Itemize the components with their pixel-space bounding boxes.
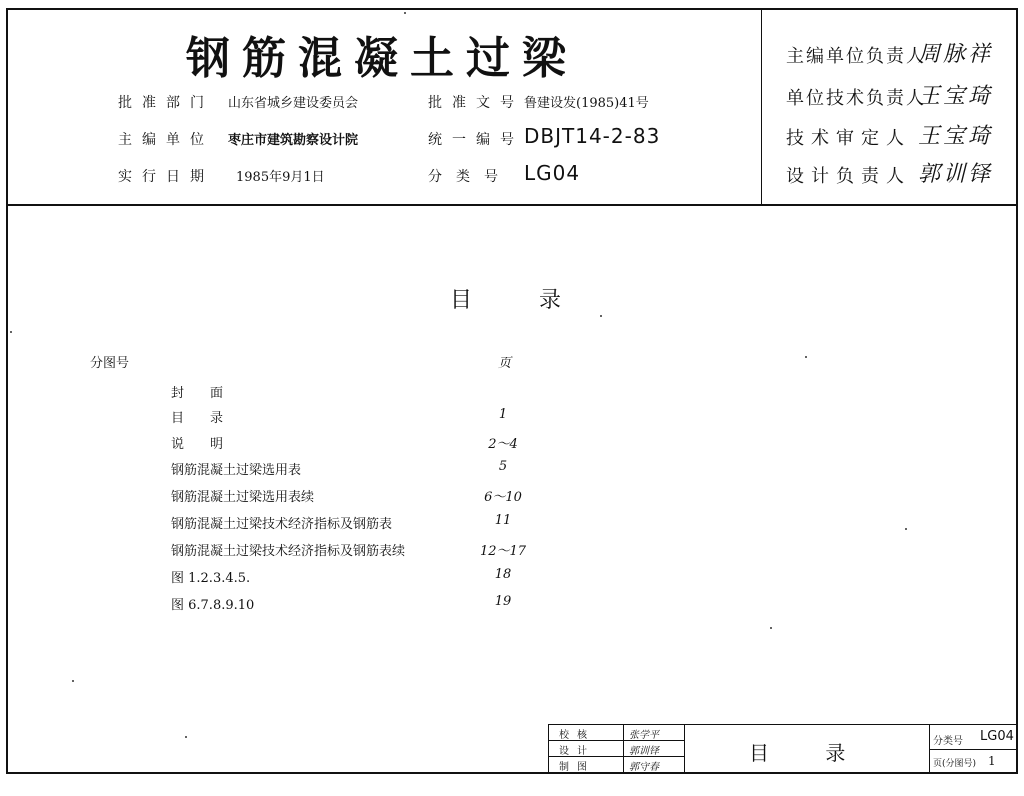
title-block-signature-checker: 张学平 xyxy=(629,730,659,741)
title-block-row-drafter xyxy=(549,757,685,773)
toc-item-indicator-table: 钢筋混凝土过梁技术经济指标及钢筋表 xyxy=(171,517,393,532)
toc-page-drawings-1-5: 18 xyxy=(494,567,512,582)
responsible-signature-chief-editor: 周脉祥 xyxy=(918,42,994,67)
title-block-page-row xyxy=(930,750,1017,774)
title-block-category-value: LG04 xyxy=(980,729,1014,744)
title-block-category-row xyxy=(930,725,1017,750)
title-block-label-designer: 设计 xyxy=(559,746,595,757)
toc-item-indicator-table-cont: 钢筋混凝土过梁技术经济指标及钢筋表续 xyxy=(171,544,406,559)
effective-date-label: 实行日期 xyxy=(118,169,214,185)
scan-speck xyxy=(404,12,406,14)
approval-dept-label: 批准部门 xyxy=(118,95,214,111)
approval-doc-label: 批准文号 xyxy=(428,95,524,111)
drawing-frame xyxy=(6,8,1018,774)
approval-doc-value: 鲁建设发(1985)41号 xyxy=(524,96,649,111)
title-block-sheet-name: 目 录 xyxy=(749,741,846,765)
responsible-role-design-lead: 设计负责人 xyxy=(786,166,911,187)
responsible-role-reviewer: 技术审定人 xyxy=(786,128,911,149)
responsible-role-chief-editor: 主编单位负责人 xyxy=(786,46,926,67)
toc-item-notes: 说 明 xyxy=(171,437,224,452)
scan-speck xyxy=(770,627,772,629)
scan-speck xyxy=(905,528,907,530)
title-block-signature-designer: 郭训铎 xyxy=(629,746,659,757)
title-block-divider-outer xyxy=(684,725,685,774)
toc-item-drawings-6-10: 图 6.7.8.9.10 xyxy=(171,598,255,613)
scan-speck xyxy=(185,736,187,738)
toc-page-drawings-6-10: 19 xyxy=(494,594,512,609)
effective-date-value: 1985年9月1日 xyxy=(236,170,325,185)
title-block-label-checker: 校核 xyxy=(559,730,595,741)
toc-column-sheet-no: 分图号 xyxy=(90,356,130,371)
responsible-role-tech-lead: 单位技术负责人 xyxy=(786,88,926,109)
scan-speck xyxy=(10,331,12,333)
title-block-row-checker xyxy=(549,725,685,741)
responsible-signature-design-lead: 郭训铎 xyxy=(918,162,994,187)
title-block-page-value: 1 xyxy=(988,754,996,768)
toc-title: 目 录 xyxy=(450,288,561,313)
toc-page-selection-table: 5 xyxy=(498,459,508,474)
category-label: 分类号 xyxy=(428,169,512,185)
scan-speck xyxy=(600,315,602,317)
toc-column-page: 页 xyxy=(498,356,512,371)
unified-no-value: DBJT14-2-83 xyxy=(524,124,661,148)
editor-label: 主编单位 xyxy=(118,132,214,148)
title-block xyxy=(548,724,1018,774)
scan-speck xyxy=(805,356,807,358)
title-block-signature-drafter: 郭守春 xyxy=(629,762,659,773)
toc-item-selection-table-cont: 钢筋混凝土过梁选用表续 xyxy=(171,490,315,505)
title-block-classification xyxy=(929,725,1017,774)
title-block-label-drafter: 制图 xyxy=(559,762,595,773)
scan-speck xyxy=(72,680,74,682)
header-vertical-divider xyxy=(761,8,762,206)
header-divider xyxy=(6,204,1018,206)
toc-page-notes: 2～4 xyxy=(488,437,518,452)
title-block-page-label: 页(分图号) xyxy=(933,759,977,769)
responsible-signature-reviewer: 王宝琦 xyxy=(918,124,994,149)
unified-no-label: 统一编号 xyxy=(428,132,524,148)
title-block-category-label: 分类号 xyxy=(933,736,963,747)
toc-page-contents: 1 xyxy=(498,407,508,422)
document-title: 钢筋混凝土过梁 xyxy=(186,33,578,84)
toc-item-selection-table: 钢筋混凝土过梁选用表 xyxy=(171,463,302,478)
toc-page-indicator-table: 11 xyxy=(494,513,512,528)
toc-page-selection-table-cont: 6～10 xyxy=(484,490,522,505)
toc-item-contents: 目 录 xyxy=(171,411,224,426)
toc-page-indicator-table-cont: 12～17 xyxy=(479,544,527,559)
approval-dept-value: 山东省城乡建设委员会 xyxy=(228,96,359,111)
category-value: LG04 xyxy=(524,161,581,185)
toc-item-drawings-1-5: 图 1.2.3.4.5. xyxy=(171,571,251,586)
title-block-signoff xyxy=(549,725,685,774)
editor-value: 枣庄市建筑勘察设计院 xyxy=(228,133,359,148)
responsible-signature-tech-lead: 王宝琦 xyxy=(918,84,994,109)
title-block-row-designer xyxy=(549,741,685,757)
title-block-divider-inner xyxy=(623,725,624,774)
toc-item-cover: 封 面 xyxy=(171,386,224,401)
